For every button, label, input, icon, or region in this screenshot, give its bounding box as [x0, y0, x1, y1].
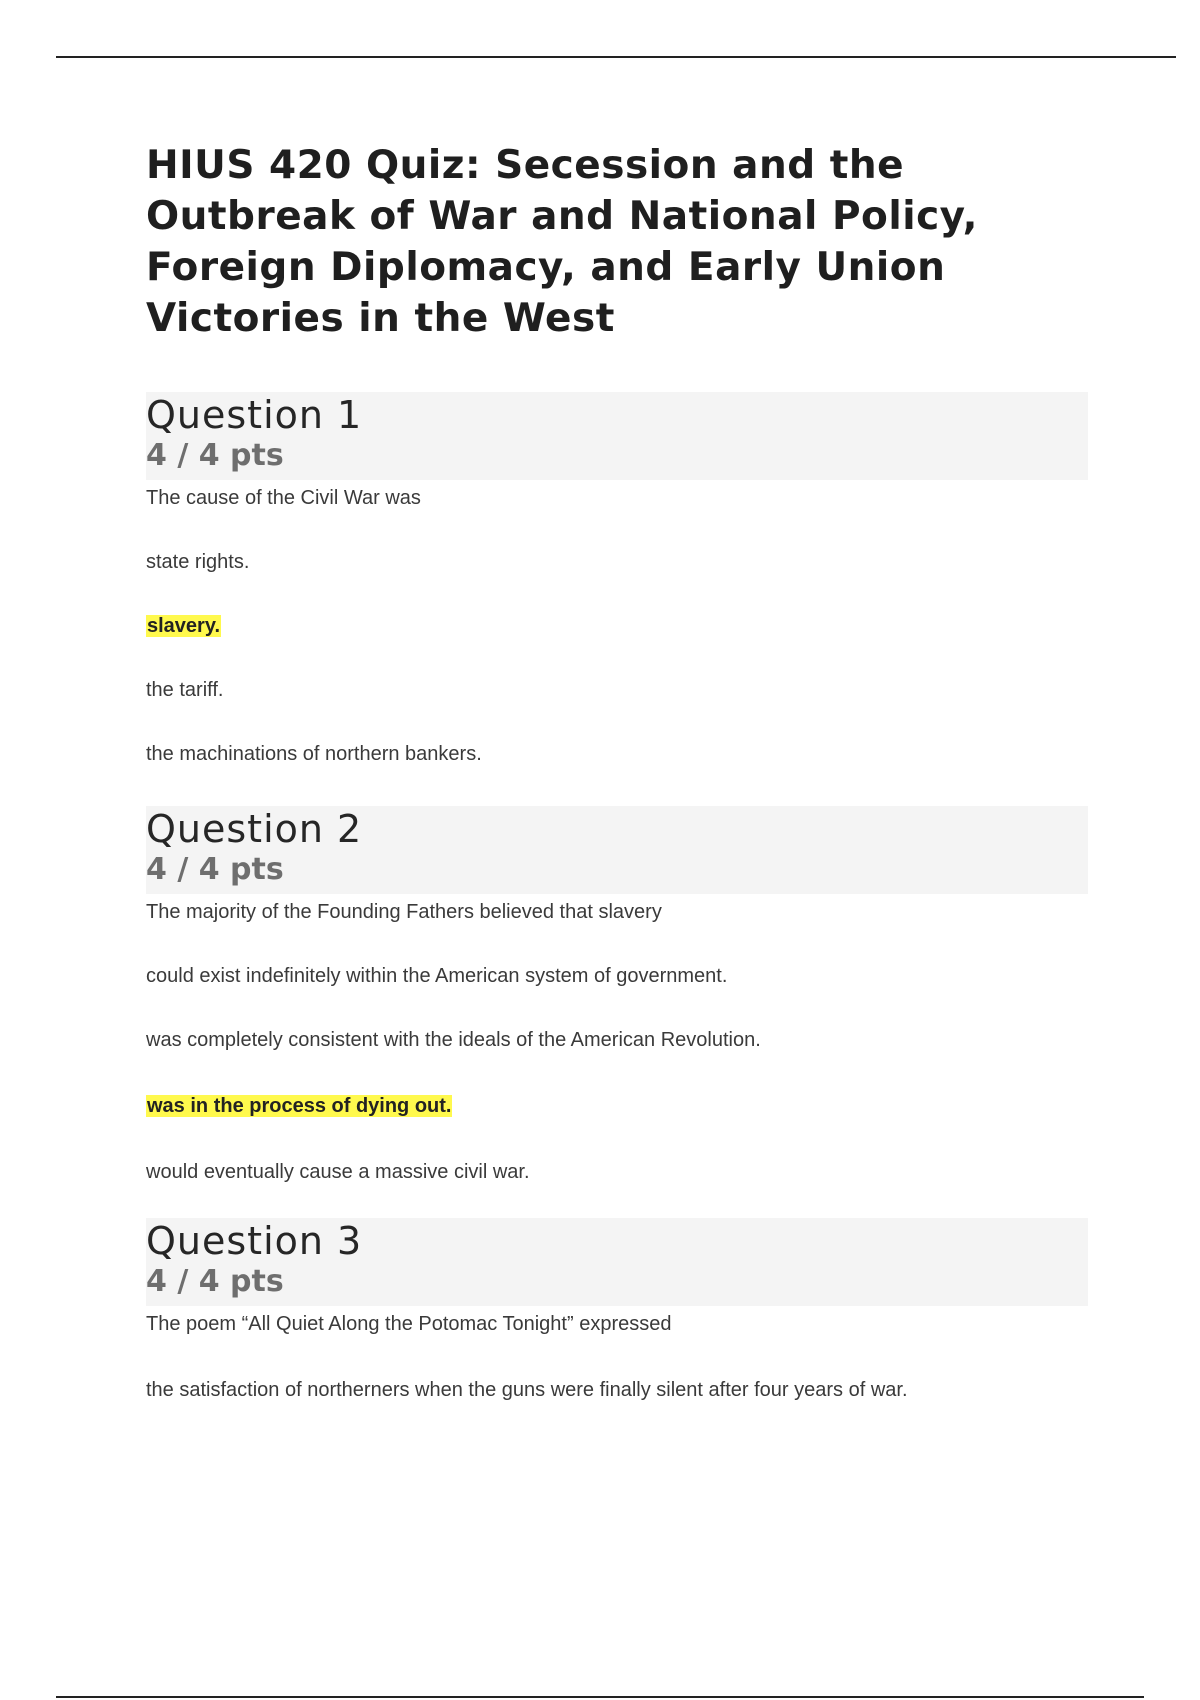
question-points: 4 / 4 pts — [146, 1264, 284, 1299]
answer-option: was completely consistent with the ideals of the American Revolution. — [146, 1029, 761, 1051]
highlighted-answer: slavery. — [147, 615, 221, 637]
answer-option: the machinations of northern bankers. — [146, 743, 482, 765]
answer-option: the tariff. — [146, 679, 224, 701]
question-prompt: The cause of the Civil War was — [146, 487, 421, 509]
question-points: 4 / 4 pts — [146, 438, 284, 473]
question-prompt: The poem “All Quiet Along the Potomac Tonight” expressed — [146, 1313, 672, 1335]
question-3 — [146, 1218, 1088, 1404]
answer-option: could exist indefinitely within the American system of government. — [146, 965, 728, 987]
question-header — [146, 392, 1088, 480]
question-header — [146, 1218, 1088, 1306]
question-points: 4 / 4 pts — [146, 852, 284, 887]
answer-option-correct — [146, 1092, 1088, 1120]
question-prompt: The majority of the Founding Fathers believed that slavery — [146, 901, 662, 923]
top-rule — [56, 56, 1176, 58]
question-2 — [146, 806, 1088, 1186]
question-title: Question 2 — [146, 807, 363, 851]
answer-option: would eventually cause a massive civil war. — [146, 1161, 530, 1183]
question-1 — [146, 392, 1088, 768]
question-header — [146, 806, 1088, 894]
bottom-rule — [56, 1696, 1144, 1698]
answer-option: the satisfaction of northerners when the guns were finally silent after four years of war. — [146, 1379, 908, 1401]
answer-option: state rights. — [146, 551, 250, 573]
answer-option-correct — [146, 612, 1088, 640]
question-title: Question 3 — [146, 1219, 363, 1263]
highlighted-answer: was in the process of dying out. — [147, 1095, 452, 1117]
question-title: Question 1 — [146, 393, 363, 437]
document-title: HIUS 420 Quiz: Secession and the Outbreak of War and National Policy, Foreign Diplomacy, and Early Union Victories in the West — [146, 143, 978, 341]
